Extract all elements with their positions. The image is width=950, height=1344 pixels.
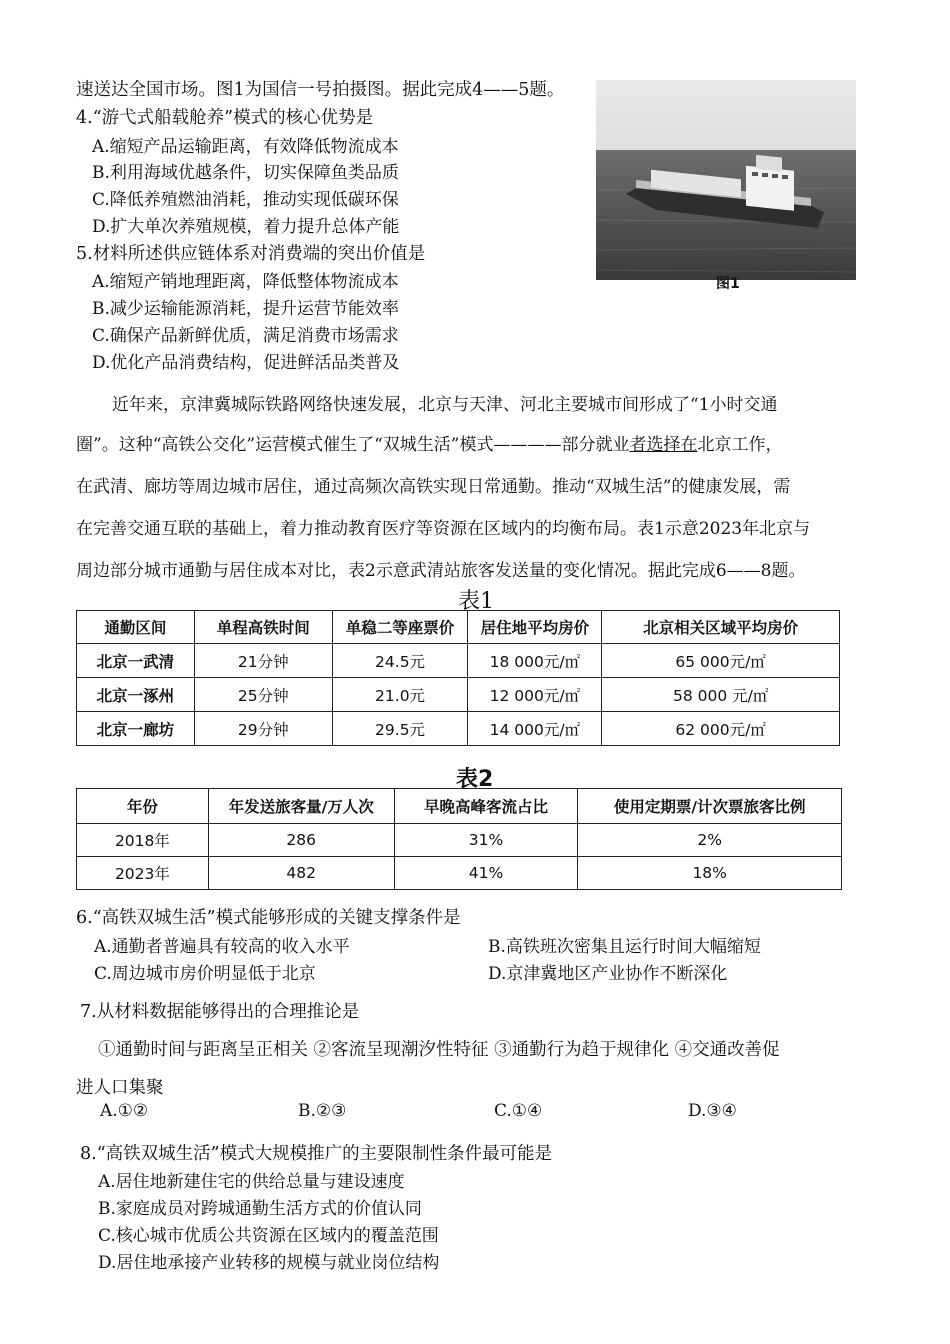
q5-stem: 5.材料所述供应链体系对消费端的突出价值是 [76,244,426,264]
table1-cell: 14 000元/㎡ [468,712,602,746]
table1-header: 通勤区间 [77,611,195,644]
table1-header-row [77,611,840,644]
q4-option-b: B.利用海域优越条件，切实保障鱼类品质 [92,163,399,183]
q8-option-a: A.居住地新建住宅的供给总量与建设速度 [98,1172,405,1192]
table-row [77,712,840,746]
q6-option-b: B.高铁班次密集且运行时间大幅缩短 [488,937,761,957]
passage-line-5: 周边部分城市通勤与居住成本对比，表2示意武清站旅客发送量的变化情况。据此完成6——8题。 [76,561,806,581]
q5-option-b: B.减少运输能源消耗，提升运营节能效率 [92,299,399,319]
table1-header: 单稳二等座票价 [332,611,468,644]
q8-option-d: D.居住地承接产业转移的规模与就业岗位结构 [98,1253,440,1273]
q7-items-line-2: 进人口集聚 [76,1078,164,1098]
figure-label: 图1 [716,276,740,292]
table2 [76,788,842,890]
q5-option-a: A.缩短产销地理距离，降低整体物流成本 [92,272,399,292]
q5-option-d: D.优化产品消费结构，促进鲜活品类普及 [92,353,400,373]
table2-header-row [77,789,842,824]
q7-option-c: C.①④ [494,1101,543,1121]
table1-cell: 24.5元 [332,644,468,678]
table1-cell: 18 000元/㎡ [468,644,602,678]
q7-stem: 7.从材料数据能够得出的合理推论是 [80,1002,360,1022]
table1-cell: 21.0元 [332,678,468,712]
passage-line-4: 在完善交通互联的基础上，着力推动教育医疗等资源在区域内的均衡布局。表1示意2023年北京与 [76,519,811,539]
table-row [77,857,842,890]
q7-option-d: D.③④ [688,1101,737,1121]
q5-option-c: C.确保产品新鲜优质，满足消费市场需求 [92,326,399,346]
table2-cell: 2018年 [77,824,209,857]
q6-stem: 6.“高铁双城生活”模式能够形成的关键支撑条件是 [76,908,461,928]
q8-stem: 8.“高铁双城生活”模式大规模推广的主要限制性条件最可能是 [80,1144,553,1164]
q6-option-d: D.京津冀地区产业协作不断深化 [488,964,728,984]
table2-cell: 286 [208,824,394,857]
table1-cell: 25分钟 [194,678,332,712]
table-row [77,824,842,857]
q8-option-c: C.核心城市优质公共资源在区域内的覆盖范围 [98,1226,439,1246]
table2-cell: 2% [578,824,842,857]
q4-option-d: D.扩大单次养殖规模，着力提升总体产能 [92,217,400,237]
table2-cell: 2023年 [77,857,209,890]
table1-cell: 北京一武清 [77,644,195,678]
table1-header: 居住地平均房价 [468,611,602,644]
passage-line-3: 在武清、廊坊等周边城市居住，通过高频次高铁实现日常通勤。推动“双城生活”的健康发展，需 [76,477,791,497]
q6-option-c: C.周边城市房价明显低于北京 [94,964,316,984]
table2-cell: 18% [578,857,842,890]
table1-cell: 29.5元 [332,712,468,746]
table2-cell: 41% [394,857,578,890]
table1-cell: 62 000元/㎡ [602,712,840,746]
intro-line: 速送达全国市场。图1为国信一号拍摄图。据此完成4——5题。 [76,80,565,100]
table2-header: 年份 [77,789,209,824]
q7-option-a: A.①② [100,1101,149,1121]
table1-cell: 北京一廊坊 [77,712,195,746]
table1-header: 单程高铁时间 [194,611,332,644]
table1-caption: 表1 [458,589,494,614]
table1-cell: 58 000 元/㎡ [602,678,840,712]
table1-cell: 29分钟 [194,712,332,746]
table1-cell: 12 000元/㎡ [468,678,602,712]
table2-header: 使用定期票/计次票旅客比例 [578,789,842,824]
q4-option-c: C.降低养殖燃油消耗，推动实现低碳环保 [92,190,399,210]
ship-photo [596,80,856,280]
q7-option-b: B.②③ [298,1101,347,1121]
table2-cell: 31% [394,824,578,857]
q6-option-a: A.通勤者普遍具有较高的收入水平 [94,937,350,957]
q4-stem: 4.“游弋式船载舱养”模式的核心优势是 [76,108,374,128]
table1 [76,610,840,746]
table-row [77,678,840,712]
table-row [77,644,840,678]
table1-cell: 北京一涿州 [77,678,195,712]
table2-caption: 表2 [456,767,494,792]
table1-header: 北京相关区域平均房价 [602,611,840,644]
passage-line-1: 近年来，京津冀城际铁路网络快速发展，北京与天津、河北主要城市间形成了“1小时交通 [112,395,778,415]
table1-cell: 65 000元/㎡ [602,644,840,678]
table2-header: 年发送旅客量/万人次 [208,789,394,824]
table2-cell: 482 [208,857,394,890]
q4-option-a: A.缩短产品运输距离，有效降低物流成本 [92,137,399,157]
q8-option-b: B.家庭成员对跨城通勤生活方式的价值认同 [98,1199,422,1219]
q7-items-line-1: ①通勤时间与距离呈正相关 ②客流呈现潮汐性特征 ③通勤行为趋于规律化 ④交通改善促 [98,1040,780,1060]
passage-line-2: 圈”。这种“高铁公交化”运营模式催生了“双城生活”模式————部分就业者选择在北京工作， [76,435,783,455]
table2-header: 早晚高峰客流占比 [394,789,578,824]
table1-cell: 21分钟 [194,644,332,678]
